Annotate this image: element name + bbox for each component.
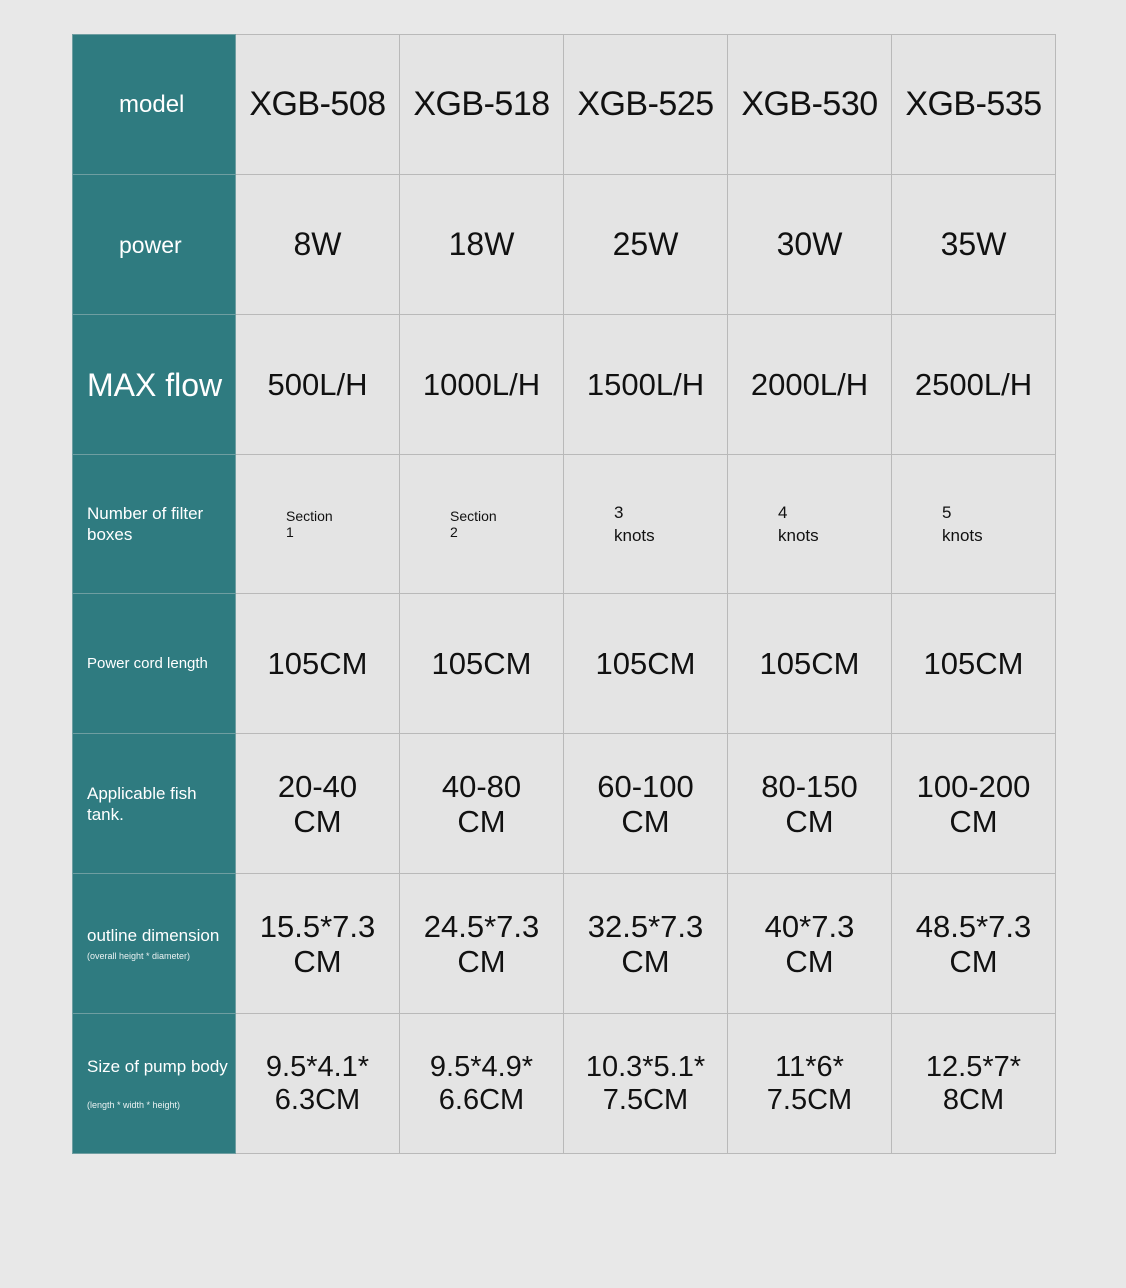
- row-fish-tank: [73, 734, 1056, 874]
- cell-outline-535: 48.5*7.3 CM: [892, 874, 1056, 1014]
- cell-flow-535: 2500L/H: [892, 315, 1056, 455]
- cell-tank-535: 100-200 CM: [892, 734, 1056, 874]
- cell-flow-518: 1000L/H: [400, 315, 564, 455]
- row-max-flow: [73, 315, 1056, 455]
- cell-outline-508: 15.5*7.3 CM: [236, 874, 400, 1014]
- row-pump-body-size: [73, 1014, 1056, 1154]
- cell-flow-530: 2000L/H: [728, 315, 892, 455]
- cell-boxes-518: Section 2: [400, 455, 564, 594]
- cell-power-535: 35W: [892, 175, 1056, 315]
- spec-table: [72, 34, 1056, 1154]
- row-label-fish-tank: Applicable fish tank.: [73, 734, 236, 874]
- cell-power-530: 30W: [728, 175, 892, 315]
- cell-boxes-530: 4 knots: [728, 455, 892, 594]
- row-label-power: power: [73, 175, 236, 315]
- cell-cord-530: 105CM: [728, 594, 892, 734]
- cell-boxes-508: Section 1: [236, 455, 400, 594]
- cell-model-518: XGB-518: [400, 35, 564, 175]
- row-power-cord: [73, 594, 1056, 734]
- cell-model-530: XGB-530: [728, 35, 892, 175]
- cell-power-508: 8W: [236, 175, 400, 315]
- row-label-power-cord: Power cord length: [73, 594, 236, 734]
- cell-tank-525: 60-100 CM: [564, 734, 728, 874]
- cell-cord-525: 105CM: [564, 594, 728, 734]
- cell-tank-530: 80-150 CM: [728, 734, 892, 874]
- cell-flow-525: 1500L/H: [564, 315, 728, 455]
- cell-cord-535: 105CM: [892, 594, 1056, 734]
- cell-boxes-535: 5 knots: [892, 455, 1056, 594]
- cell-outline-518: 24.5*7.3 CM: [400, 874, 564, 1014]
- cell-pump-518: 9.5*4.9* 6.6CM: [400, 1014, 564, 1154]
- cell-outline-525: 32.5*7.3 CM: [564, 874, 728, 1014]
- cell-pump-530: 11*6* 7.5CM: [728, 1014, 892, 1154]
- cell-pump-535: 12.5*7* 8CM: [892, 1014, 1056, 1154]
- cell-pump-525: 10.3*5.1* 7.5CM: [564, 1014, 728, 1154]
- cell-tank-508: 20-40 CM: [236, 734, 400, 874]
- cell-pump-508: 9.5*4.1* 6.3CM: [236, 1014, 400, 1154]
- row-label-outline-dimension: outline dimension (overall height * diameter): [73, 874, 236, 1014]
- row-outline-dimension: [73, 874, 1056, 1014]
- row-model: [73, 35, 1056, 175]
- cell-outline-530: 40*7.3 CM: [728, 874, 892, 1014]
- row-label-model: model: [73, 35, 236, 175]
- cell-boxes-525: 3 knots: [564, 455, 728, 594]
- cell-cord-508: 105CM: [236, 594, 400, 734]
- row-label-filter-boxes: Number of filter boxes: [73, 455, 236, 594]
- cell-cord-518: 105CM: [400, 594, 564, 734]
- cell-model-535: XGB-535: [892, 35, 1056, 175]
- row-filter-boxes: [73, 455, 1056, 594]
- cell-model-508: XGB-508: [236, 35, 400, 175]
- cell-tank-518: 40-80 CM: [400, 734, 564, 874]
- cell-power-525: 25W: [564, 175, 728, 315]
- cell-power-518: 18W: [400, 175, 564, 315]
- cell-model-525: XGB-525: [564, 35, 728, 175]
- row-power: [73, 175, 1056, 315]
- row-label-max-flow: MAX flow: [73, 315, 236, 455]
- row-label-pump-body-size: Size of pump body (length * width * height): [73, 1014, 236, 1154]
- cell-flow-508: 500L/H: [236, 315, 400, 455]
